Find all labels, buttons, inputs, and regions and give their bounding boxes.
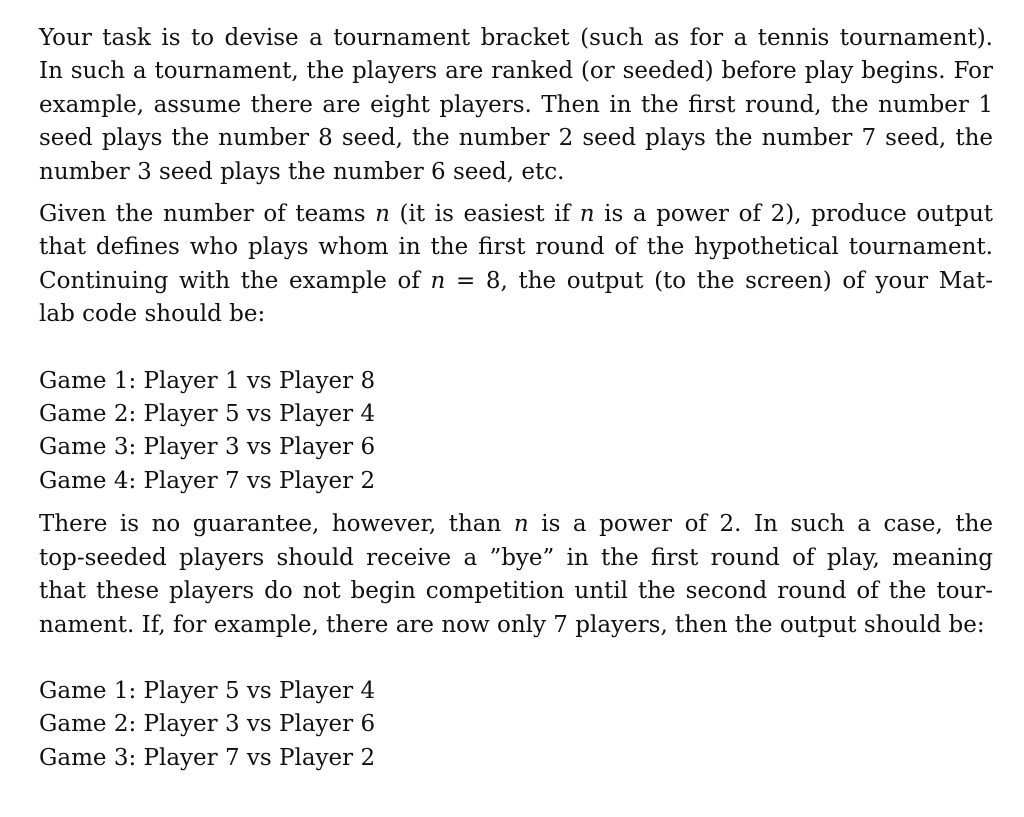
problem-document [39, 22, 993, 775]
math-variable: n [579, 201, 595, 228]
task-paragraph [39, 198, 993, 332]
text-run: Given the number of teams [39, 201, 376, 228]
text-run: = 8, the output (to the screen) of your Mat- [445, 267, 993, 294]
caveat-line: nament. If, for example, there are now only 7 players, then the output should be: [39, 611, 985, 638]
text-run: There is no guarantee, however, than [39, 511, 514, 538]
math-variable: n [513, 511, 529, 538]
game-line: Game 4: Player 7 vs Player 2 [39, 467, 376, 494]
intro-line: In such a tournament, the players are ranked (or seeded) before play begins. For [39, 58, 993, 85]
caveat-line [39, 508, 993, 541]
caveat-line: that these players do not begin competition until the second round of the tour- [39, 578, 993, 605]
caveat-paragraph [39, 508, 993, 642]
intro-line: example, assume there are eight players. Then in the first round, the number 1 [39, 91, 993, 118]
text-run: is a power of 2), produce output [594, 201, 993, 228]
math-variable: n [375, 201, 390, 228]
game-line: Game 2: Player 3 vs Player 6 [39, 711, 376, 738]
game-line: Game 1: Player 5 vs Player 4 [39, 677, 376, 704]
intro-line: seed plays the number 8 seed, the number 2 seed plays the number 7 seed, the [39, 125, 993, 152]
task-line [39, 265, 993, 298]
task-line: lab code should be: [39, 301, 266, 328]
games-output-7-players [39, 675, 993, 775]
math-variable: n [430, 267, 446, 294]
game-line: Game 2: Player 5 vs Player 4 [39, 401, 376, 428]
intro-line: Your task is to devise a tournament bracket (such as for a tennis tournament). [39, 25, 993, 51]
game-line: Game 3: Player 7 vs Player 2 [39, 744, 376, 771]
game-line: Game 3: Player 3 vs Player 6 [39, 434, 376, 461]
intro-line: number 3 seed plays the number 6 seed, etc. [39, 158, 565, 185]
text-run: (it is easiest if [389, 201, 580, 228]
task-line: that defines who plays whom in the first round of the hypothetical tournament. [39, 234, 993, 261]
caveat-line: top-seeded players should receive a ”bye” in the first round of play, meaning [39, 544, 993, 571]
text-run: is a power of 2. In such a case, the [528, 511, 993, 538]
text-run: Continuing with the example of [39, 267, 431, 294]
games-output-8-players [39, 365, 993, 499]
game-line: Game 1: Player 1 vs Player 8 [39, 367, 376, 394]
intro-paragraph [39, 22, 993, 189]
task-line [39, 198, 993, 231]
